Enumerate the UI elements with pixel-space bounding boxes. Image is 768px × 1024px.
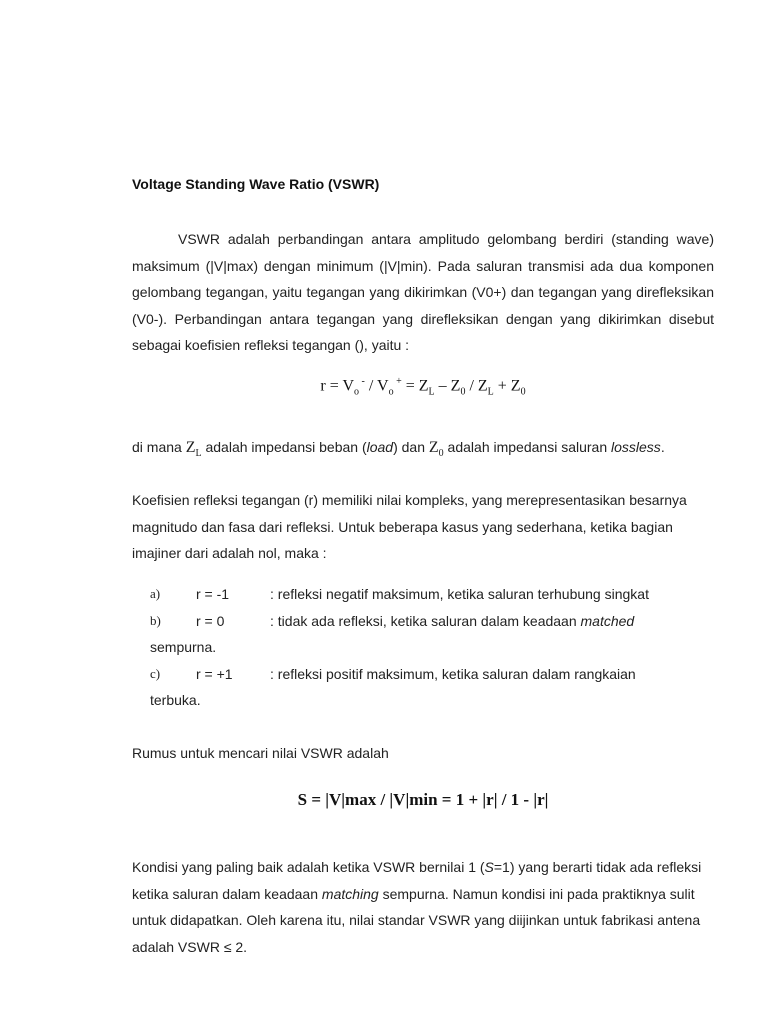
closing-paragraph: Kondisi yang paling baik adalah ketika VSWR bernilai 1 (S=1) yang berarti tidak ada refleksi ketika saluran dalam keadaan matching sempurna. Namun kondisi ini pada praktiknya sulit untuk didapatkan. Oleh karena itu, nilai standar VSWR yang diijinkan untuk fabrikasi antena adalah VSWR ≤ 2. bbox=[132, 859, 702, 955]
where-paragraph: di mana $Z_L$ adalah impedansi beban (load) dan $Z_0$ adalah impedansi saluran lossless. bbox=[132, 439, 665, 459]
list-item: c) r = +1 : refleksi positif maksimum, ketika saluran dalam rangkaian terbuka. bbox=[150, 665, 636, 708]
list-item: a) r = -1 : refleksi negatif maksimum, ketika saluran terhubung singkat bbox=[150, 586, 649, 602]
rumus-intro: Rumus untuk mencari nilai VSWR adalah bbox=[132, 745, 389, 761]
koefisien-paragraph: Koefisien refleksi tegangan (r) memiliki nilai kompleks, yang merepresentasikan besarnya magnitudo dan fasa dari refleksi. Untuk beberapa kasus yang sederhana, ketika bagian imajiner dari adalah nol, maka : bbox=[132, 492, 687, 561]
reflection-cases-list bbox=[150, 581, 714, 714]
vswr-formula: S = |V|max / |V|min = 1 + |r| / 1 - |r| bbox=[297, 790, 549, 809]
intro-paragraph: VSWR adalah perbandingan antara amplitudo gelombang berdiri (standing wave) maksimum (|V|max) dengan minimum (|V|min). Pada saluran transmisi ada dua komponen gelombang tegangan, yaitu tegangan yang dikirimkan (V0+) dan tegangan yang direfleksikan (V0-). Perbandingan antara tegangan yang direfleksikan dengan yang dikirimkan disebut sebagai koefisien refleksi tegangan (), yaitu : bbox=[132, 231, 714, 353]
reflection-formula: $r = V_o$ $^- / V_o$ $^+ = Z_L - Z_0 / Z_L + Z_0$ bbox=[320, 376, 526, 398]
section-title: Voltage Standing Wave Ratio (VSWR) bbox=[132, 176, 380, 192]
list-item: b) r = 0 : tidak ada refleksi, ketika saluran dalam keadaan matched sempurna. bbox=[150, 612, 635, 655]
